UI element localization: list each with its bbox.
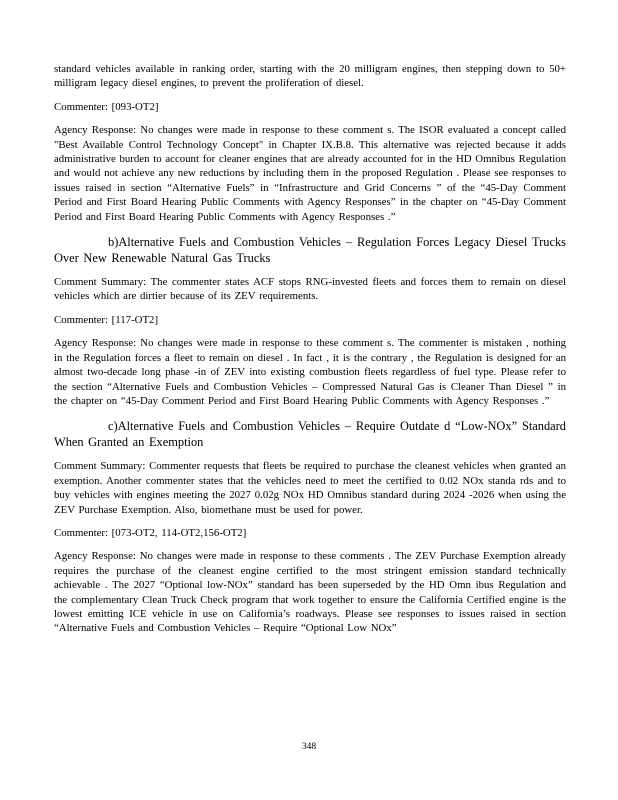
comment-summary-c: Comment Summary: Commenter requests that fleets be required to purchase the cleanest vehicles when granted an exemption. Another commenter states that the vehicles need to meet the certified to 0.02 NOx standa rds and to buy vehicles with engines meeting the 2027 0.02g NOx HD Omnibus standard during 2024 -2026 when using the ZEV Purchase Exemption. Also, biomethane must be used for power. — [54, 460, 566, 516]
section-heading-b: b)Alternative Fuels and Combustion Vehicles – Regulation Forces Legacy Diesel Trucks Over New Renewable Natural Gas Trucks — [54, 235, 566, 265]
agency-response-c: Agency Response: No changes were made in response to these comments . The ZEV Purchase Exemption already requires the purchase of the cleanest engine certified to the most stringent emission standard technically achievable . The 2027 “Optional low-NOx” standard has been superseded by the HD Omn ibus Regulation and the complementary Clean Truck Check program that work together to ensure the California Certified engine is the lowest emitting ICE vehicle in use on California’s roadways. Please see responses to issues raised in section “Alternative Fuels and Combustion Vehicles – Require “Optional Low NOx” — [54, 550, 566, 635]
agency-response-1: Agency Response: No changes were made in response to these comment s. The ISOR evaluated a concept called "Best Available Control Technology Concept" in Chapter IX.B.8. This alternative was rejected because it adds administrative burden to account for cleaner engines that are already accounted for in the HD Omnibus Regulation and would not achieve any new reductions by including them in the proposed Regulation . Please see responses to issues raised in section “Alternative Fuels” in “Infrastructure and Grid Concerns ” of the “45-Day Comment Period and First Board Hearing Public Comments with Agency Responses” in the chapter on “45-Day Comment Period and First Board Hearing Public Comments with Agency Responses .” — [54, 124, 566, 223]
page-number: 348 — [301, 742, 317, 752]
section-heading-c: c)Alternative Fuels and Combustion Vehicles – Require Outdate d “Low-NOx” Standard When Granted an Exemption — [54, 419, 566, 449]
intro-paragraph: standard vehicles available in ranking order, starting with the 20 milligram engines, then stepping down to 50+ milligram legacy diesel engines, to prevent the proliferation of diesel. — [54, 63, 566, 90]
commenter-line-1: Commenter: [093-OT2] — [54, 100, 159, 113]
comment-summary-b: Comment Summary: The commenter states ACF stops RNG-invested fleets and forces them to remain on diesel vehicles which are dirtier because of its ZEV requirements. — [54, 276, 566, 303]
commenter-line-c: Commenter: [073-OT2, 114-OT2,156-OT2] — [54, 526, 247, 539]
document-body — [54, 62, 566, 636]
commenter-line-b: Commenter: [117-OT2] — [54, 313, 159, 326]
agency-response-b: Agency Response: No changes were made in response to these comment s. The commenter is mistaken , nothing in the Regulation forces a fleet to remain on diesel . In fact , it is the contrary , the Regulation is designed for an almost two-decade long phase -in of ZEV into existing combustion fleets regardless of fuel type. Please refer to the section “Alternative Fuels and Combustion Vehicles – Compressed Natural Gas is Cleaner Than Diesel ” in the chapter on “45-Day Comment Period and First Board Hearing Public Comments with Agency Responses .” — [54, 337, 566, 407]
